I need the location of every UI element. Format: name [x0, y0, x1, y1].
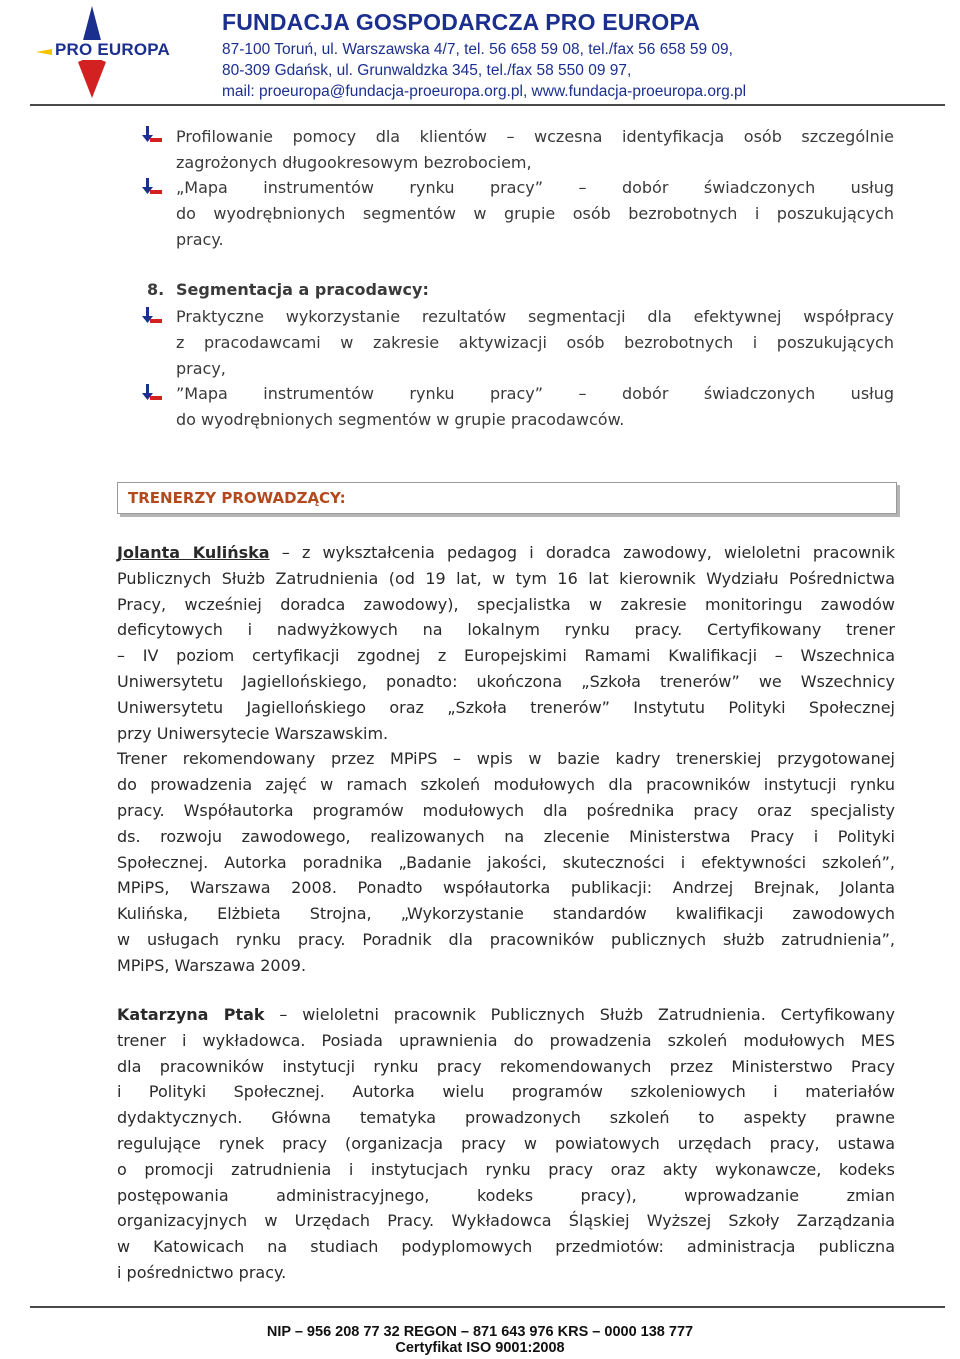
footer-iso-certificate: Certyfikat ISO 9001:2008	[395, 1340, 565, 1356]
section-number: 8.	[147, 280, 165, 299]
bullet-profiling: Profilowanie pomocy dla klientów – wczesna identyfikacja osób szczególnie zagrożonych długookresowym bezrobociem,	[176, 127, 894, 172]
footer-divider	[30, 1306, 945, 1308]
address-line-torun: 87-100 Toruń, ul. Warszawska 4/7, tel. 56 658 59 08, tel./fax 56 658 59 09,	[222, 41, 733, 58]
bullet-instrument-map: „Mapa instrumentów rynku pracy” – dobór świadczonych usług do wyodrębnionych segmentów w grupie osób bezrobotnych i poszukujących pracy.	[176, 178, 894, 249]
trainer-name-kulinska: Jolanta Kulińska	[117, 543, 270, 562]
bullet-arrow-icon	[140, 383, 162, 403]
trainers-heading: TRENERZY PROWADZĄCY:	[128, 489, 346, 507]
header-divider	[30, 104, 945, 106]
bullet-arrow-icon	[140, 177, 162, 197]
bullet-arrow-icon	[140, 306, 162, 326]
contact-line: mail: proeuropa@fundacja-proeuropa.org.pl, www.fundacja-proeuropa.org.pl	[222, 83, 747, 100]
trainers-heading-box	[117, 482, 897, 514]
page-header	[0, 0, 960, 108]
address-line-gdansk: 80-309 Gdańsk, ul. Grunwaldzka 345, tel./fax 58 550 09 97,	[222, 62, 632, 79]
trainer-ptak-bio: Katarzyna Ptak – wieloletni pracownik Publicznych Służb Zatrudnienia. Certyfikowany trener i wykładowca. Posiada uprawnienia do prowadzenia szkoleń modułowych MES dla pracowników instytucji rynku pracy rekomendowanych przez Ministerstwo Pracy i Polityki Społecznej. Autorka wielu programów szkoleniowych i materiałów dydaktycznych. Główna tematyka prowadzonych szkoleń to aspekty prawne regulujące rynek pracy (organizacja pracy w powiatowych urzędach pracy, ustawa o promocji zatrudnienia i instytucjach rynku pracy oraz akty wykonawcze, kodeks postępowania administracyjnego, kodeks pracy), wprowadzanie zmian organizacyjnych w Urzędach Pracy. Wykładowca Śląskiej Wyższej Szkoły Zarządzania w Katowicach na studiach podyplomowych przedmiotów: administracja publiczna i pośrednictwo pracy.	[117, 1005, 895, 1282]
footer-registration-numbers: NIP – 956 208 77 32 REGON – 871 643 976 KRS – 0000 138 777	[266, 1324, 694, 1340]
organization-name: FUNDACJA GOSPODARCZA PRO EUROPA	[222, 9, 701, 35]
bullet-arrow-icon	[140, 125, 162, 145]
trainer-name-ptak: Katarzyna Ptak	[117, 1005, 265, 1024]
section-title: Segmentacja a pracodawcy:	[176, 280, 429, 299]
bullet-employer-map: ”Mapa instrumentów rynku pracy” – dobór świadczonych usług do wyodrębnionych segmentów w grupie pracodawców.	[176, 384, 894, 429]
bullet-segmentation-results: Praktyczne wykorzystanie rezultatów segmentacji dla efektywnej współpracy z pracodawcami w zakresie aktywizacji osób bezrobotnych i poszukujących pracy,	[176, 307, 894, 378]
logo-text: PRO EUROPA	[52, 40, 173, 60]
trainer-kulinska-bio: Jolanta Kulińska – z wykształcenia pedagog i doradca zawodowy, wieloletni pracownik Publicznych Służb Zatrudnienia (od 19 lat, w tym 16 lat kierownik Wydziału Pośrednictwa Pracy, wcześniej doradca zawodowy), specjalistka w zakresie monitoringu zawodów deficytowych i nadwyżkowych na lokalnym rynku pracy. Certyfikowany trener – IV poziom certyfikacji zgodnej z Europejskimi Ramami Kwalifikacji – Wszechnica Uniwersytetu Jagiellońskiego, ponadto: ukończona „Szkoła trenerów” we Wszechnicy Uniwersytetu Jagiellońskiego oraz „Szkoła trenerów” Instytutu Polityki Społecznej przy Uniwersytecie Warszawskim. Trener rekomendowany przez MPiPS – wpis w bazie kadry trenerskiej przygotowanej do prowadzenia zajęć w ramach szkoleń modułowych dla pracowników instytucji rynku pracy. Współautorka programów modułowych dla pośrednika pracy oraz specjalisty ds. rozwoju zawodowego, realizowanych na zlecenie Ministerstwa Pracy i Polityki Społecznej. Autorka poradnika „Badanie jakości, skuteczności i efektywności szkoleń”, MPiPS, Warszawa 2008. Ponadto współautorka publikacji: Andrzej Brejnak, Jolanta Kulińska, Elżbieta Strojna, „Wykorzystanie standardów kwalifikacji zawodowych w usługach rynku pracy. Poradnik dla pracowników publicznych służb zatrudnienia”, MPiPS, Warszawa 2009.	[117, 543, 895, 975]
